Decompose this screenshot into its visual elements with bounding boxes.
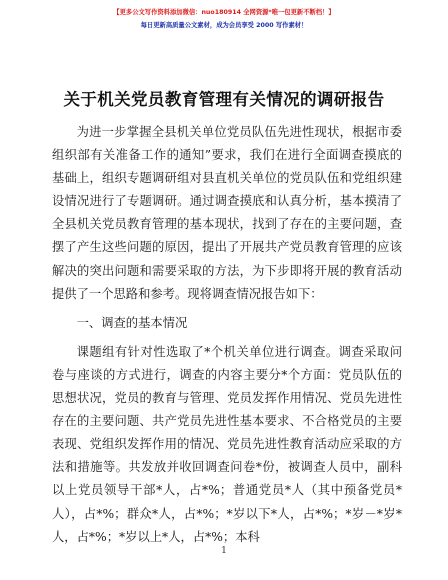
document-title: 关于机关党员教育管理有关情况的调研报告 (63, 90, 385, 109)
intro-paragraph: 为进一步掌握全县机关单位党员队伍先进性现状，根据市委组织部有关准备工作的通知”要求，我们在进行全面调查摸底的基础上，组织专题调研组对县直机关单位的党员队伍和党组织建设情况进行了专题调研。通过调查摸底和认真分析，基本摸清了全县机关党员教育管理的基本现状，找到了存在的主要问题，查摆了产生这些问题的原因，提出了开展共产党员教育管理的应该解决的突出问题和需要采取的方法，为下步即将开展的教育活动提供了一个思路和参考。现将调查情况报告如下： (52, 125, 402, 301)
document-body (52, 121, 402, 549)
section-paragraph: 课题组有针对性选取了*个机关单位进行调查。调查采取问卷与座谈的方式进行，调查的内容主要分*个方面：党员队伍的思想状况，党员的教育与管理、党员发挥作用情况、党员先进性存在的主要问题、共产党员先进性基本要求、不合格党员的主要表现、党组织发挥作用的情况、党员先进性教育活动应采取的方法和措施等。共发放并收回调查问卷*份，被调查人员中，副科以上党员领导干部*人，占*%；普通党员*人（其中预备党员*人），占*%；群众*人，占*%；*岁以下*人，占*%；*岁－*岁*人，占*%；*岁以上*人，占*%；本科 (52, 344, 402, 544)
page-number: 1 (221, 546, 227, 556)
promo-banner-line-2: 每日更新高质量公文素材，成为会员享受 2000 写作素材！ (140, 22, 308, 29)
promo-banner-line-1: 【更多公文写作资料添加微信：nuo180914 全网资源*唯一包更新不断档！】 (113, 9, 335, 16)
section-heading: 一、调查的基本情况 (76, 315, 188, 330)
